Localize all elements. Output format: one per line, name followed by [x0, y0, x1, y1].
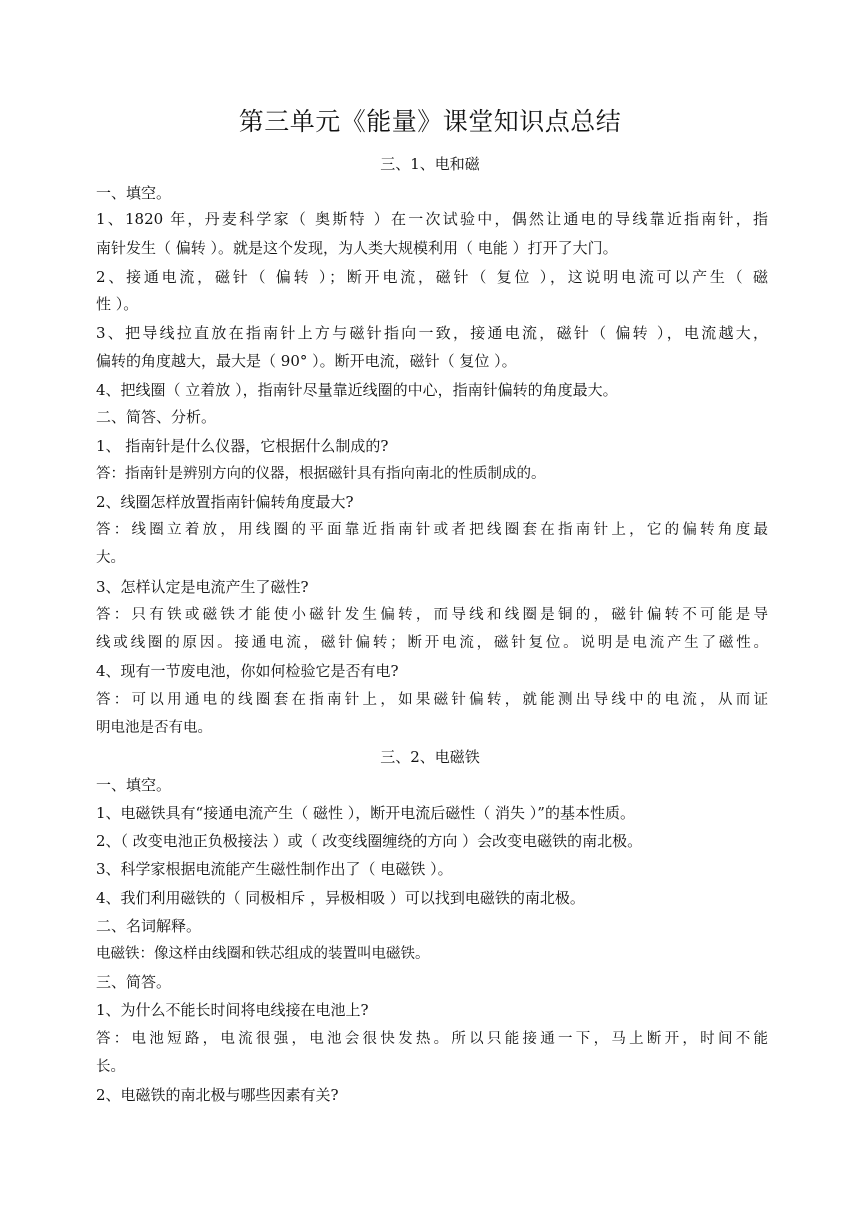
- lesson2-part3-heading: 三、简答。: [96, 973, 172, 991]
- lesson1-s4-answer-line1: 答：可以用通电的线圈套在指南针上，如果磁针偏转，就能测出导线中的电流，从而证: [96, 692, 768, 708]
- lesson1-s3-answer-line1: 答：只有铁或磁铁才能使小磁针发生偏转，而导线和线圈是铜的，磁针偏转不可能是导: [96, 607, 768, 623]
- lesson1-s2-answer-line1: 答：线圈立着放，用线圈的平面靠近指南针或者把线圈套在指南针上，它的偏转角度最: [96, 522, 768, 538]
- lesson1-s3-question: 3、怎样认定是电流产生了磁性?: [96, 578, 309, 596]
- lesson2-heading: 三、2、电磁铁: [380, 748, 480, 766]
- lesson1-q3-line2: 偏转的角度越大，最大是（ 90° ）。断开电流，磁针（ 复位 ）。: [96, 352, 517, 370]
- lesson1-part2-heading: 二、简答、分析。: [96, 408, 217, 426]
- lesson2-s1-answer-line2: 长。: [96, 1059, 125, 1075]
- lesson1-q2-line2: 性 ）。: [96, 295, 139, 313]
- lesson2-definition: 电磁铁：像这样由线圈和铁芯组成的装置叫电磁铁。: [96, 946, 430, 962]
- lesson2-part2-heading: 二、名词解释。: [96, 917, 202, 935]
- document-title: 第三单元《能量》课堂知识点总结: [238, 107, 622, 136]
- lesson2-q4: 4、我们利用磁铁的（ 同极相斥 ，异极相吸 ）可以找到电磁铁的南北极。: [96, 889, 585, 907]
- lesson1-s2-question: 2、线圈怎样放置指南针偏转角度最大?: [96, 493, 354, 511]
- lesson2-s1-answer-line1: 答：电池短路，电流很强，电池会很快发热。所以只能接通一下，马上断开，时间不能: [96, 1031, 768, 1047]
- lesson2-s2-question: 2、电磁铁的南北极与哪些因素有关?: [96, 1086, 339, 1104]
- lesson1-part1-heading: 一、填空。: [96, 184, 172, 202]
- lesson2-q3: 3、科学家根据电流能产生磁性制作出了（ 电磁铁 ）。: [96, 860, 453, 878]
- lesson1-s1-question: 1、 指南针是什么仪器，它根据什么制成的?: [96, 437, 389, 455]
- lesson2-part1-heading: 一、填空。: [96, 776, 172, 794]
- lesson1-q4: 4、把线圈（ 立着放 ），指南针尽量靠近线圈的中心，指南针偏转的角度最大。: [96, 381, 618, 399]
- lesson1-q3-line1: 3、把导线拉直放在指南针上方与磁针指向一致，接通电流，磁针（ 偏转 ），电流越大，: [96, 324, 768, 342]
- lesson1-s4-answer-line2: 明电池是否有电。: [96, 720, 212, 736]
- lesson1-s1-answer: 答：指南针是辨别方向的仪器，根据磁针具有指向南北的性质制成的。: [96, 466, 546, 482]
- lesson1-s4-question: 4、现有一节废电池，你如何检验它是否有电?: [96, 662, 399, 680]
- lesson1-s3-answer-line2: 线或线圈的原因。接通电流，磁针偏转；断开电流，磁针复位。说明是电流产生了磁性。: [96, 635, 768, 651]
- lesson2-q2: 2、（ 改变电池正负极接法 ）或（ 改变线圈缠绕的方向 ）会改变电磁铁的南北极。: [96, 832, 643, 850]
- lesson1-q1-line1: 1、1820 年，丹麦科学家（ 奥斯特 ）在一次试验中，偶然让通电的导线靠近指南针，指: [96, 210, 768, 228]
- lesson1-heading: 三、1、电和磁: [380, 155, 480, 173]
- lesson2-s1-question: 1、为什么不能长时间将电线接在电池上?: [96, 1001, 369, 1019]
- lesson1-q2-line1: 2、接通电流，磁针（ 偏转 ）；断开电流，磁针（ 复位 ），这说明电流可以产生（ 磁: [96, 268, 768, 286]
- lesson1-q1-line2: 南针发生（ 偏转 ）。就是这个发现，为人类大规模利用（ 电能 ）打开了大门。: [96, 239, 618, 257]
- lesson1-s2-answer-line2: 大。: [96, 550, 125, 566]
- lesson2-q1: 1、电磁铁具有“接通电流产生（ 磁性 ），断开电流后磁性（ 消失 ）”的基本性质。: [96, 804, 635, 822]
